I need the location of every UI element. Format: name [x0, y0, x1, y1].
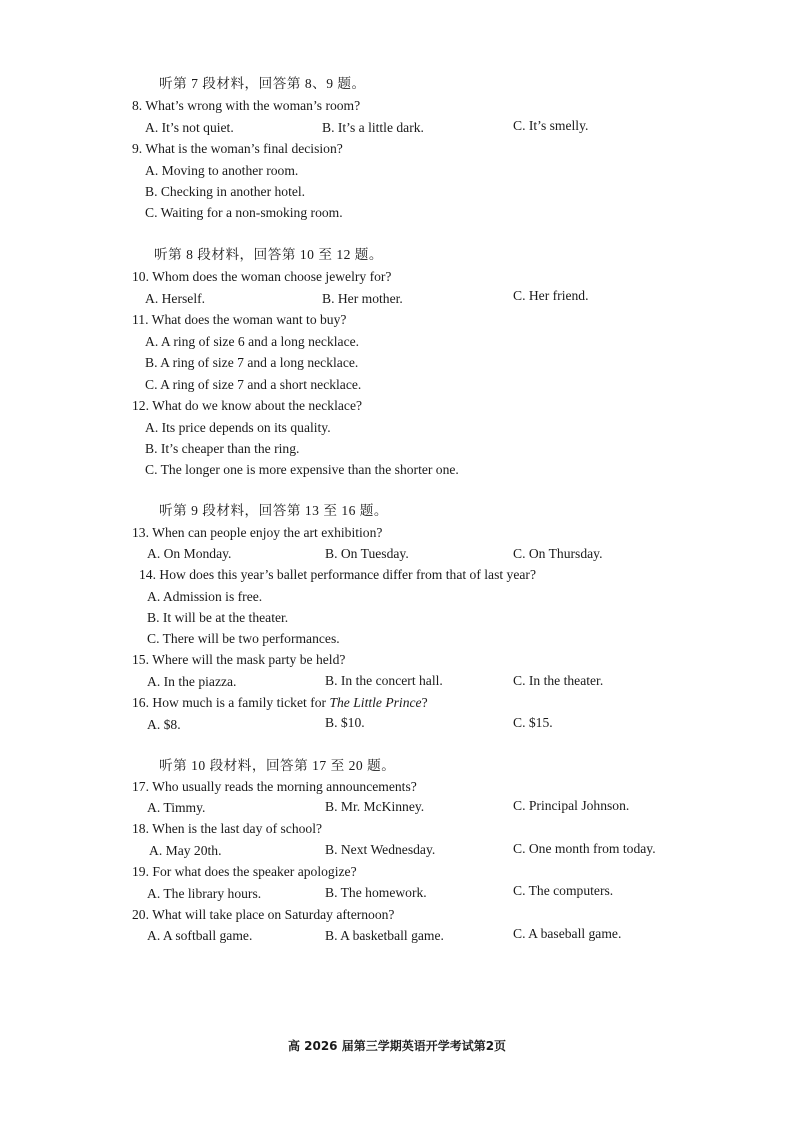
question-stem: 13. When can people enjoy the art exhibition?	[132, 525, 383, 540]
option-a: A. $8.	[147, 717, 181, 732]
question-stem: 10. Whom does the woman choose jewelry for?	[132, 269, 392, 284]
question-stem: 8. What’s wrong with the woman’s room?	[132, 98, 361, 113]
option-b: B. It’s a little dark.	[322, 120, 424, 135]
section-heading: 听第 10 段材料，回答第 17 至 20 题。	[159, 758, 396, 773]
option-c: C. One month from today.	[513, 841, 656, 856]
book-title: The Little Prince	[329, 695, 422, 710]
option-c: C. $15.	[513, 715, 553, 730]
option-a: A. Its price depends on its quality.	[145, 420, 331, 435]
section-heading: 听第 9 段材料，回答第 13 至 16 题。	[159, 503, 388, 518]
question-stem: 12. What do we know about the necklace?	[132, 398, 363, 413]
option-a: A. A softball game.	[147, 928, 253, 943]
option-b: B. In the concert hall.	[325, 673, 443, 688]
option-a: A. May 20th.	[149, 843, 222, 858]
option-a: A. Admission is free.	[147, 589, 263, 604]
option-c: C. There will be two performances.	[147, 631, 340, 646]
option-a: A. Moving to another room.	[145, 163, 299, 178]
page-footer: 高 2026 届第三学期英语开学考试第2页	[287, 1039, 507, 1053]
option-b: B. Checking in another hotel.	[145, 184, 306, 199]
question-stem: 14. How does this year’s ballet performance differ from that of last year?	[139, 567, 536, 582]
option-b: B. A basketball game.	[325, 928, 444, 943]
option-b: B. It will be at the theater.	[147, 610, 289, 625]
question-stem: 19. For what does the speaker apologize?	[132, 864, 357, 879]
option-b: B. On Tuesday.	[325, 546, 409, 561]
option-a: A. Timmy.	[147, 800, 206, 815]
option-c: C. The computers.	[513, 883, 614, 898]
question-stem: 18. When is the last day of school?	[132, 821, 323, 836]
option-c: C. Her friend.	[513, 288, 589, 303]
option-c: C. Waiting for a non-smoking room.	[145, 205, 343, 220]
section-heading: 听第 8 段材料，回答第 10 至 12 题。	[154, 247, 383, 262]
option-c: C. On Thursday.	[513, 546, 603, 561]
option-c: C. It’s smelly.	[513, 118, 589, 133]
option-a: A. Herself.	[145, 291, 206, 306]
option-a: A. A ring of size 6 and a long necklace.	[145, 334, 360, 349]
question-stem: 15. Where will the mask party be held?	[132, 652, 346, 667]
question-stem: 9. What is the woman’s final decision?	[132, 141, 343, 156]
option-a: A. The library hours.	[147, 886, 262, 901]
question-stem: 20. What will take place on Saturday afternoon?	[132, 907, 395, 922]
question-stem: 17. Who usually reads the morning announcements?	[132, 779, 417, 794]
option-a: A. On Monday.	[147, 546, 232, 561]
option-c: C. Principal Johnson.	[513, 798, 630, 813]
question-mark: ?	[421, 695, 428, 710]
option-a: A. In the piazza.	[147, 674, 237, 689]
option-a: A. It’s not quiet.	[145, 120, 234, 135]
option-b: B. A ring of size 7 and a long necklace.	[145, 355, 359, 370]
question-stem	[132, 696, 428, 710]
option-c: C. A ring of size 7 and a short necklace.	[145, 377, 362, 392]
option-b: B. Next Wednesday.	[325, 842, 436, 857]
option-b: B. The homework.	[325, 885, 427, 900]
section-heading: 听第 7 段材料，回答第 8、9 题。	[159, 76, 366, 91]
question-stem-text: 16. How much is a family ticket for	[132, 695, 330, 710]
option-b: B. Her mother.	[322, 291, 403, 306]
option-b: B. Mr. McKinney.	[325, 799, 425, 814]
option-b: B. It’s cheaper than the ring.	[145, 441, 300, 456]
option-c: C. A baseball game.	[513, 926, 622, 941]
option-b: B. $10.	[325, 715, 365, 730]
option-c: C. The longer one is more expensive than the shorter one.	[145, 462, 459, 477]
option-c: C. In the theater.	[513, 673, 604, 688]
question-stem: 11. What does the woman want to buy?	[132, 312, 347, 327]
